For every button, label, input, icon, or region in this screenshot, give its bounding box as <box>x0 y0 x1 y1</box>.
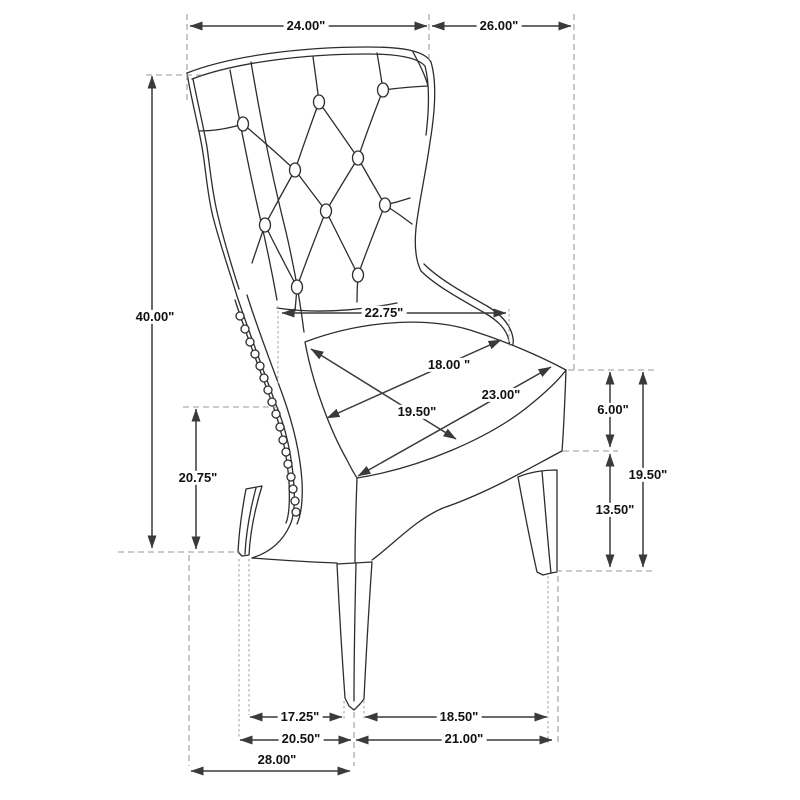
dim-label-arm-height: 20.75" <box>176 471 221 485</box>
dim-label-side-leg-span: 18.50" <box>437 710 482 724</box>
rear-right-leg <box>518 470 557 575</box>
chair-legs <box>238 470 557 710</box>
chair-drawing <box>187 47 566 710</box>
dim-label-base-depth: 28.00" <box>255 753 300 767</box>
dim-label-seat-front-width: 23.00" <box>479 388 524 402</box>
dim-label-base-width-side: 21.00" <box>442 732 487 746</box>
wing-boundary-seam <box>230 70 277 300</box>
rear-left-leg <box>238 486 262 556</box>
dim-label-seat-width: 19.50" <box>395 405 440 419</box>
dim-label-base-width-front: 20.50" <box>279 732 324 746</box>
dim-label-cushion-thickness: 6.00" <box>594 403 631 417</box>
dim-label-seat-height: 19.50" <box>626 468 671 482</box>
dim-label-back-width: 24.00" <box>284 19 329 33</box>
seat-skirt <box>252 451 562 563</box>
dim-label-overall-depth: 26.00" <box>477 19 522 33</box>
dim-label-seat-depth: 18.00 " <box>425 358 473 372</box>
dim-label-leg-height: 13.50" <box>593 503 638 517</box>
wing-inner-edge <box>193 79 239 289</box>
wing-outer-edge <box>187 73 294 525</box>
dim-label-overall-height: 40.00" <box>133 310 178 324</box>
dim-label-back-cushion-width: 22.75" <box>362 306 407 320</box>
seat-cushion <box>305 322 566 478</box>
chair-back-piping <box>192 54 429 135</box>
dim-label-front-leg-span: 17.25" <box>278 710 323 724</box>
seat-right-edge <box>562 370 566 451</box>
nailhead-trim <box>235 295 302 524</box>
